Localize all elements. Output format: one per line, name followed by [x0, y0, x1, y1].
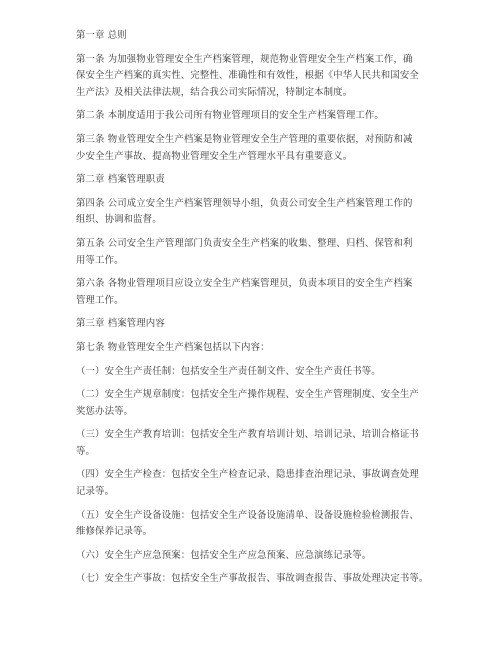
article-7: 第七条 物业管理安全生产档案包括以下内容：: [76, 341, 270, 353]
article-2: 第二条 本制度适用于我公司所有物业管理项目的安全生产档案管理工作。: [76, 110, 384, 122]
article-4: 第四条 公司成立安全生产档案管理领导小组，负责公司安全生产档案管理工作的 组织、协调和监督。: [76, 197, 413, 226]
list-item-6: （六）安全生产应急预案：包括安全生产应急预案、应急演练记录等。: [76, 549, 372, 561]
list-item-4: （四）安全生产检查：包括安全生产检查记录、隐患排查治理记录、事故调查处理 记录等。: [76, 469, 419, 498]
list-item-5: （五）安全生产设备设施：包括安全生产设备设施清单、设备设施检验检测报告、 维修保养记录等。: [76, 509, 419, 538]
article-5: 第五条 公司安全生产管理部门负责安全生产档案的收集、整理、归档、保管和利 用等工作。: [76, 237, 413, 266]
article-6: 第六条 各物业管理项目应设立安全生产档案管理员，负责本项目的安全生产档案 管理工作。: [76, 278, 413, 306]
list-item-1: （一）安全生产责任制：包括安全生产责任制文件、安全生产责任书等。: [76, 365, 381, 377]
article-3: 第三条 物业管理安全生产档案是物业管理安全生产管理的重要依据，对预防和减 少安全生产事故、提高物业管理安全生产管理水平具有重要意义。: [76, 133, 413, 162]
list-item-7: （七）安全生产事故：包括安全生产事故报告、事故调查报告、事故处理决定书等。: [76, 573, 429, 585]
chapter-heading-2: 第二章 档案管理职责: [76, 174, 165, 186]
list-item-3: （三）安全生产教育培训：包括安全生产教育培训计划、培训记录、培训合格证书 等。: [76, 429, 419, 457]
article-1: 第一条 为加强物业管理安全生产档案管理，规范物业管理安全生产档案工作，确 保安全生产档案的真实性、完整性、准确性和有效性，根据《中华人民共和国安全 生产法》及相关法律法规，结合我公司实际情况，特制定本制度。: [76, 53, 419, 98]
chapter-heading-3: 第三章 档案管理内容: [76, 318, 165, 330]
list-item-2: （二）安全生产规章制度：包括安全生产操作规程、安全生产管理制度、安全生产 奖惩办法等。: [76, 389, 419, 417]
chapter-heading-1: 第一章 总则: [76, 30, 127, 41]
